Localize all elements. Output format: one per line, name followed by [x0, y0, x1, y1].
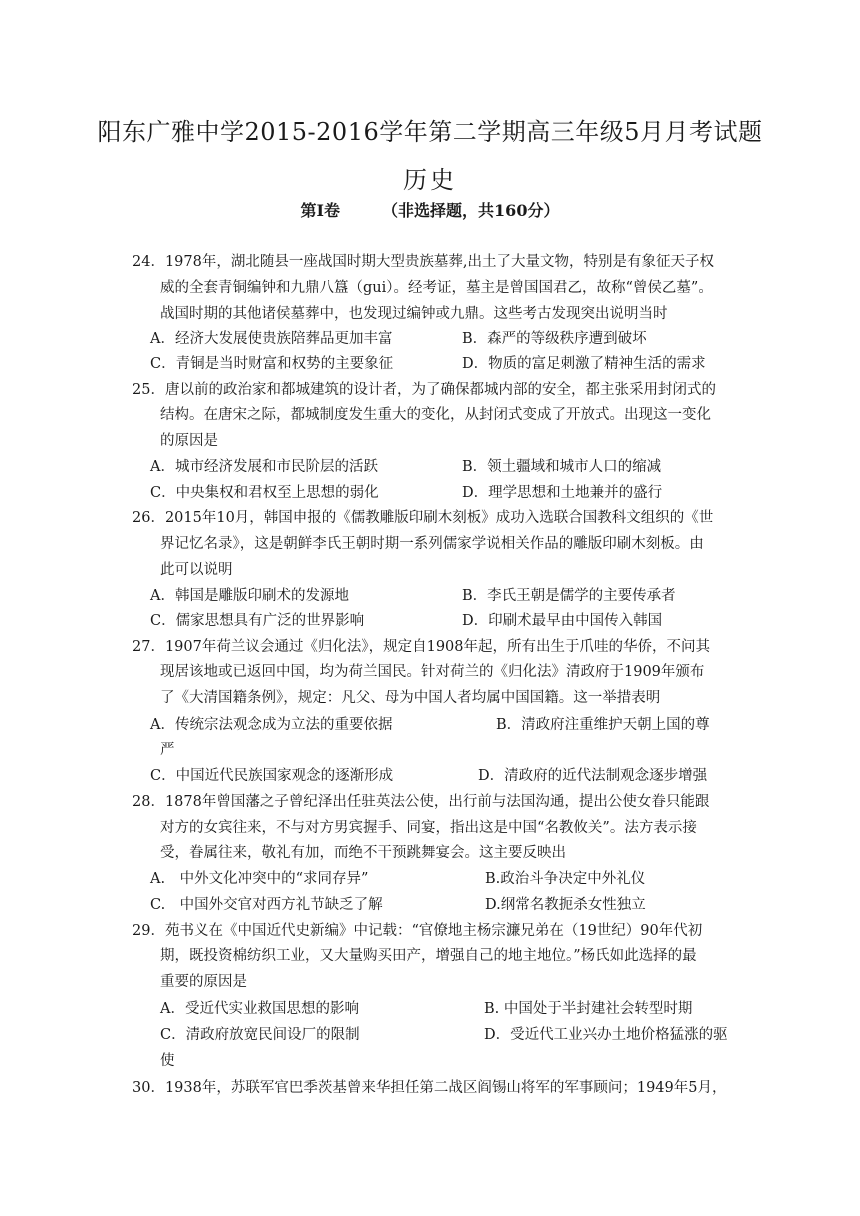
question-text: 结构。在唐宋之际，都城制度发生重大的变化，从封闭式变成了开放式。出现这一变化 — [160, 407, 711, 423]
question-text: 28．1878年曾国藩之子曾纪泽出任驻英法公使，出行前与法国沟通，提出公使女眷只能跟 — [132, 794, 710, 810]
option-a[interactable]: A. 中外文化冲突中的“求同存异” — [150, 871, 369, 887]
option-a[interactable]: A．受近代实业救国思想的影响 — [160, 1001, 359, 1017]
option-d[interactable]: D．清政府的近代法制观念逐步增强 — [478, 768, 708, 784]
question-text: 界记忆名录》，这是朝鲜李氏王朝时期一系列儒家学说相关作品的雕版印刷木刻板。由 — [160, 536, 704, 552]
option-b[interactable]: B．李氏王朝是儒学的主要传承者 — [462, 588, 676, 604]
option-b-wrap: 严 — [160, 742, 175, 758]
question-text: 受，眷属往来，敬礼有加，而绝不干预跳舞宴会。这主要反映出 — [160, 845, 566, 861]
question-text: 此可以说明 — [160, 562, 233, 578]
section-label: 第Ⅰ卷 — [300, 201, 341, 220]
option-d-wrap: 使 — [160, 1053, 175, 1069]
option-c[interactable]: C．中国近代民族国家观念的逐渐形成 — [150, 768, 394, 784]
question-text: 现居该地或已返回中国，均为荷兰国民。针对荷兰的《归化法》清政府于1909年颁布 — [160, 664, 705, 680]
option-b[interactable]: B．清政府注重维护天朝上国的尊 — [496, 717, 710, 733]
option-a[interactable]: A．韩国是雕版印刷术的发源地 — [150, 588, 349, 604]
question-text: 30．1938年，苏联军官巴季茨基曾来华担任第二战区阎锡山将军的军事顾问；1949年5月， — [132, 1080, 727, 1096]
question-text: 的原因是 — [160, 433, 218, 449]
option-a[interactable]: A．城市经济发展和市民阶层的活跃 — [150, 459, 378, 475]
question-text: 24．1978年，湖北随县一座战国时期大型贵族墓葬,出土了大量文物，特别是有象征天子权 — [132, 254, 714, 270]
option-d[interactable]: D.纲常名教扼杀女性独立 — [485, 897, 646, 913]
question-text: 对方的女宾往来，不与对方男宾握手、同宴，指出这是中国“名教攸关”。法方表示接 — [160, 820, 697, 836]
question-text: 了《大清国籍条例》，规定：凡父、母为中国人者均属中国国籍。这一举措表明 — [160, 690, 661, 706]
option-b[interactable]: B.政治斗争决定中外礼仪 — [485, 871, 646, 887]
question-text: 重要的原因是 — [160, 974, 247, 990]
question-text: 期，既投资棉纺织工业，又大量购买田产，增强自己的地主地位。”杨氏如此选择的最 — [160, 948, 697, 964]
option-d[interactable]: D．受近代工业兴办土地价格猛涨的驱 — [484, 1027, 728, 1043]
option-b[interactable]: B．森严的等级秩序遭到破坏 — [462, 331, 647, 347]
option-c[interactable]: C．青铜是当时财富和权势的主要象征 — [150, 356, 394, 372]
option-d[interactable]: D．印刷术最早由中国传入韩国 — [462, 613, 663, 629]
option-d[interactable]: D．理学思想和土地兼并的盛行 — [462, 485, 663, 501]
question-text: 战国时期的其他诸侯墓葬中，也发现过编钟或九鼎。这些考古发现突出说明当时 — [160, 306, 668, 322]
option-b[interactable]: B．领土疆域和城市人口的缩减 — [462, 459, 662, 475]
question-text: 威的全套青铜编钟和九鼎八簋（gui）。经考证，墓主是曾国国君乙，故称“曾侯乙墓”。 — [160, 280, 713, 296]
option-d[interactable]: D．物质的富足刺激了精神生活的需求 — [462, 356, 706, 372]
option-b[interactable]: B. 中国处于半封建社会转型时期 — [484, 1001, 693, 1017]
exam-subject: 历史 — [403, 166, 457, 194]
option-c[interactable]: C. 中国外交官对西方礼节缺乏了解 — [150, 897, 383, 913]
option-c[interactable]: C．儒家思想具有广泛的世界影响 — [150, 613, 365, 629]
option-a[interactable]: A．经济大发展使贵族陪葬品更加丰富 — [150, 331, 393, 347]
option-c[interactable]: C．中央集权和君权至上思想的弱化 — [150, 485, 379, 501]
question-text: 25．唐以前的政治家和都城建筑的设计者，为了确保都城内部的安全，都主张采用封闭式的 — [132, 382, 716, 398]
section-heading — [0, 198, 860, 221]
question-text: 29．苑书义在《中国近代史新编》中记载：“官僚地主杨宗濂兄弟在（19世纪）90年代初 — [132, 923, 703, 939]
option-c[interactable]: C．清政府放宽民间设厂的限制 — [160, 1027, 360, 1043]
exam-title: 阳东广雅中学2015-2016学年第二学期高三年级5月月考试题 — [97, 118, 763, 146]
section-note: （非选择题，共160分） — [382, 201, 560, 220]
question-text: 26．2015年10月，韩国申报的《儒教雕版印刷木刻板》成功入选联合国教科文组织的《世 — [132, 510, 714, 526]
option-a[interactable]: A．传统宗法观念成为立法的重要依据 — [150, 717, 393, 733]
question-text: 27．1907年荷兰议会通过《归化法》，规定自1908年起，所有出生于爪哇的华侨，不问其 — [132, 639, 711, 655]
